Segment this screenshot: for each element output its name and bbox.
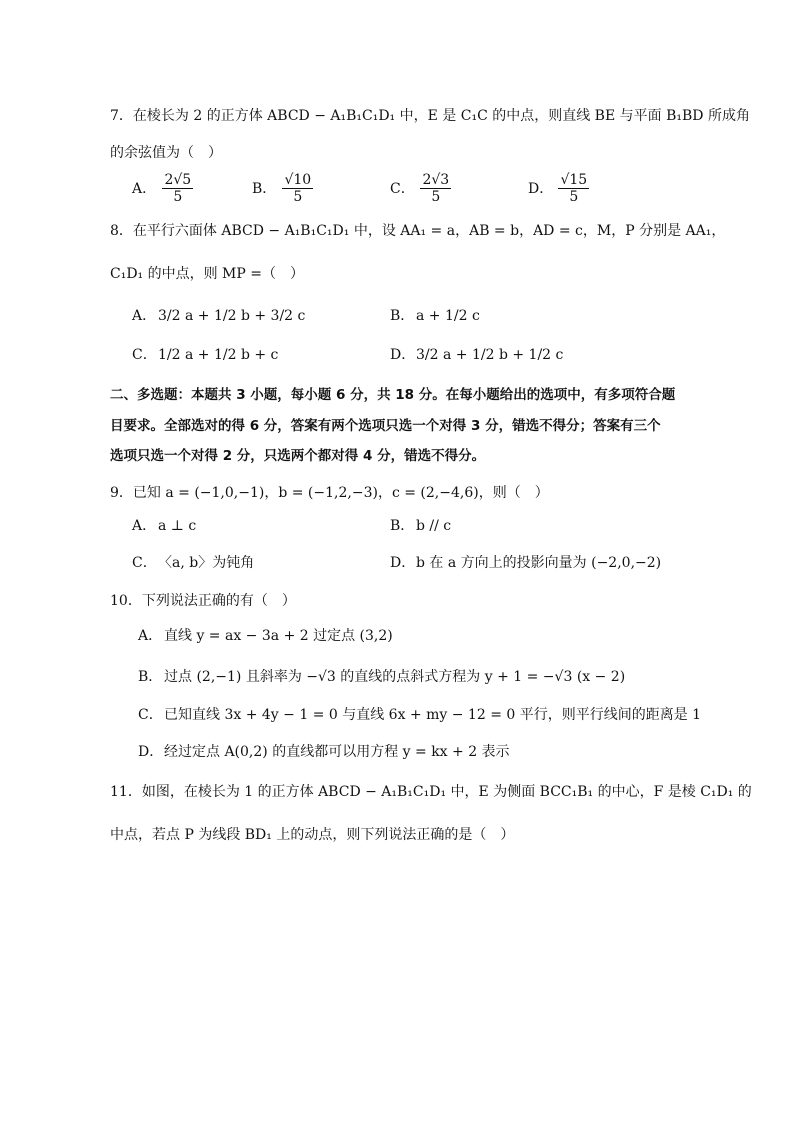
- question-9-option-b[interactable]: B． b // c: [390, 518, 452, 534]
- question-7-option-b[interactable]: B． $\frac{√10}{5}$: [252, 172, 312, 205]
- question-11-line-2: 中点，若点 P 为线段 BD₁ 上的动点，则下列说法正确的是（ ）: [110, 827, 515, 843]
- question-7-option-d[interactable]: D． $\frac{√15}{5}$: [528, 172, 588, 205]
- question-9-line-1: 9．已知 a = (−1,0,−1)，b = (−1,2,−3)，c = (2,−4,6)，则（ ）: [110, 485, 549, 501]
- question-10-option-b[interactable]: B． 过点 (2,−1) 且斜率为 −√3 的直线的点斜式方程为 y + 1 = −√3 (x − 2): [138, 669, 626, 685]
- question-8-option-b[interactable]: B． a + 1/2 c: [390, 308, 480, 324]
- section-2-heading-line-2: 目要求。全部选对的得 6 分，答案有两个选项只选一个对得 3 分，错选不得分；答案有三个: [110, 418, 661, 434]
- section-2-heading-line-3: 选项只选一个对得 2 分，只选两个都对得 4 分，错选不得分。: [110, 448, 486, 464]
- question-8-line-2: C₁D₁ 的中点，则 MP =（ ）: [110, 266, 304, 282]
- section-2-heading-line-1: 二、多选题：本题共 3 小题，每小题 6 分，共 18 分。在每小题给出的选项中，有多项符合题: [110, 387, 676, 403]
- question-10-option-c[interactable]: C．已知直线 3x + 4y − 1 = 0 与直线 6x + my − 12 = 0 平行，则平行线间的距离是 1: [138, 707, 702, 723]
- question-9-option-c[interactable]: C．〈a, b〉为钝角: [132, 555, 255, 571]
- question-7-option-a[interactable]: A． $\frac{2√5}{5}$: [132, 172, 192, 205]
- question-7-option-c[interactable]: C． $\frac{2√3}{5}$: [390, 172, 450, 205]
- question-11-line-1: 11．如图，在棱长为 1 的正方体 ABCD − A₁B₁C₁D₁ 中，E 为侧面 BCC₁B₁ 的中心，F 是棱 C₁D₁ 的: [110, 784, 752, 800]
- question-10-option-a[interactable]: A． 直线 y = ax − 3a + 2 过定点 (3,2): [138, 628, 393, 644]
- question-7-line-1: 7．在棱长为 2 的正方体 ABCD − A₁B₁C₁D₁ 中，E 是 C₁C 的中点，则直线 BE 与平面 B₁BD 所成角: [110, 108, 750, 124]
- question-8-line-1: 8．在平行六面体 ABCD − A₁B₁C₁D₁ 中，设 AA₁ = a，AB = b，AD = c，M，P 分别是 AA₁，: [110, 223, 726, 239]
- question-8-option-d[interactable]: D．3/2 a + 1/2 b + 1/2 c: [390, 347, 564, 363]
- question-10-line-1: 10．下列说法正确的有（ ）: [110, 593, 296, 609]
- question-9-option-a[interactable]: A． a ⊥ c: [132, 518, 197, 534]
- question-7-line-2: 的余弦值为（ ）: [110, 145, 222, 161]
- question-8-option-c[interactable]: C．1/2 a + 1/2 b + c: [132, 347, 279, 363]
- question-10-option-d[interactable]: D．经过定点 A(0,2) 的直线都可以用方程 y = kx + 2 表示: [138, 744, 510, 760]
- question-9-option-d[interactable]: D．b 在 a 方向上的投影向量为 (−2,0,−2): [390, 555, 662, 571]
- question-8-option-a[interactable]: A． 3/2 a + 1/2 b + 3/2 c: [132, 308, 306, 324]
